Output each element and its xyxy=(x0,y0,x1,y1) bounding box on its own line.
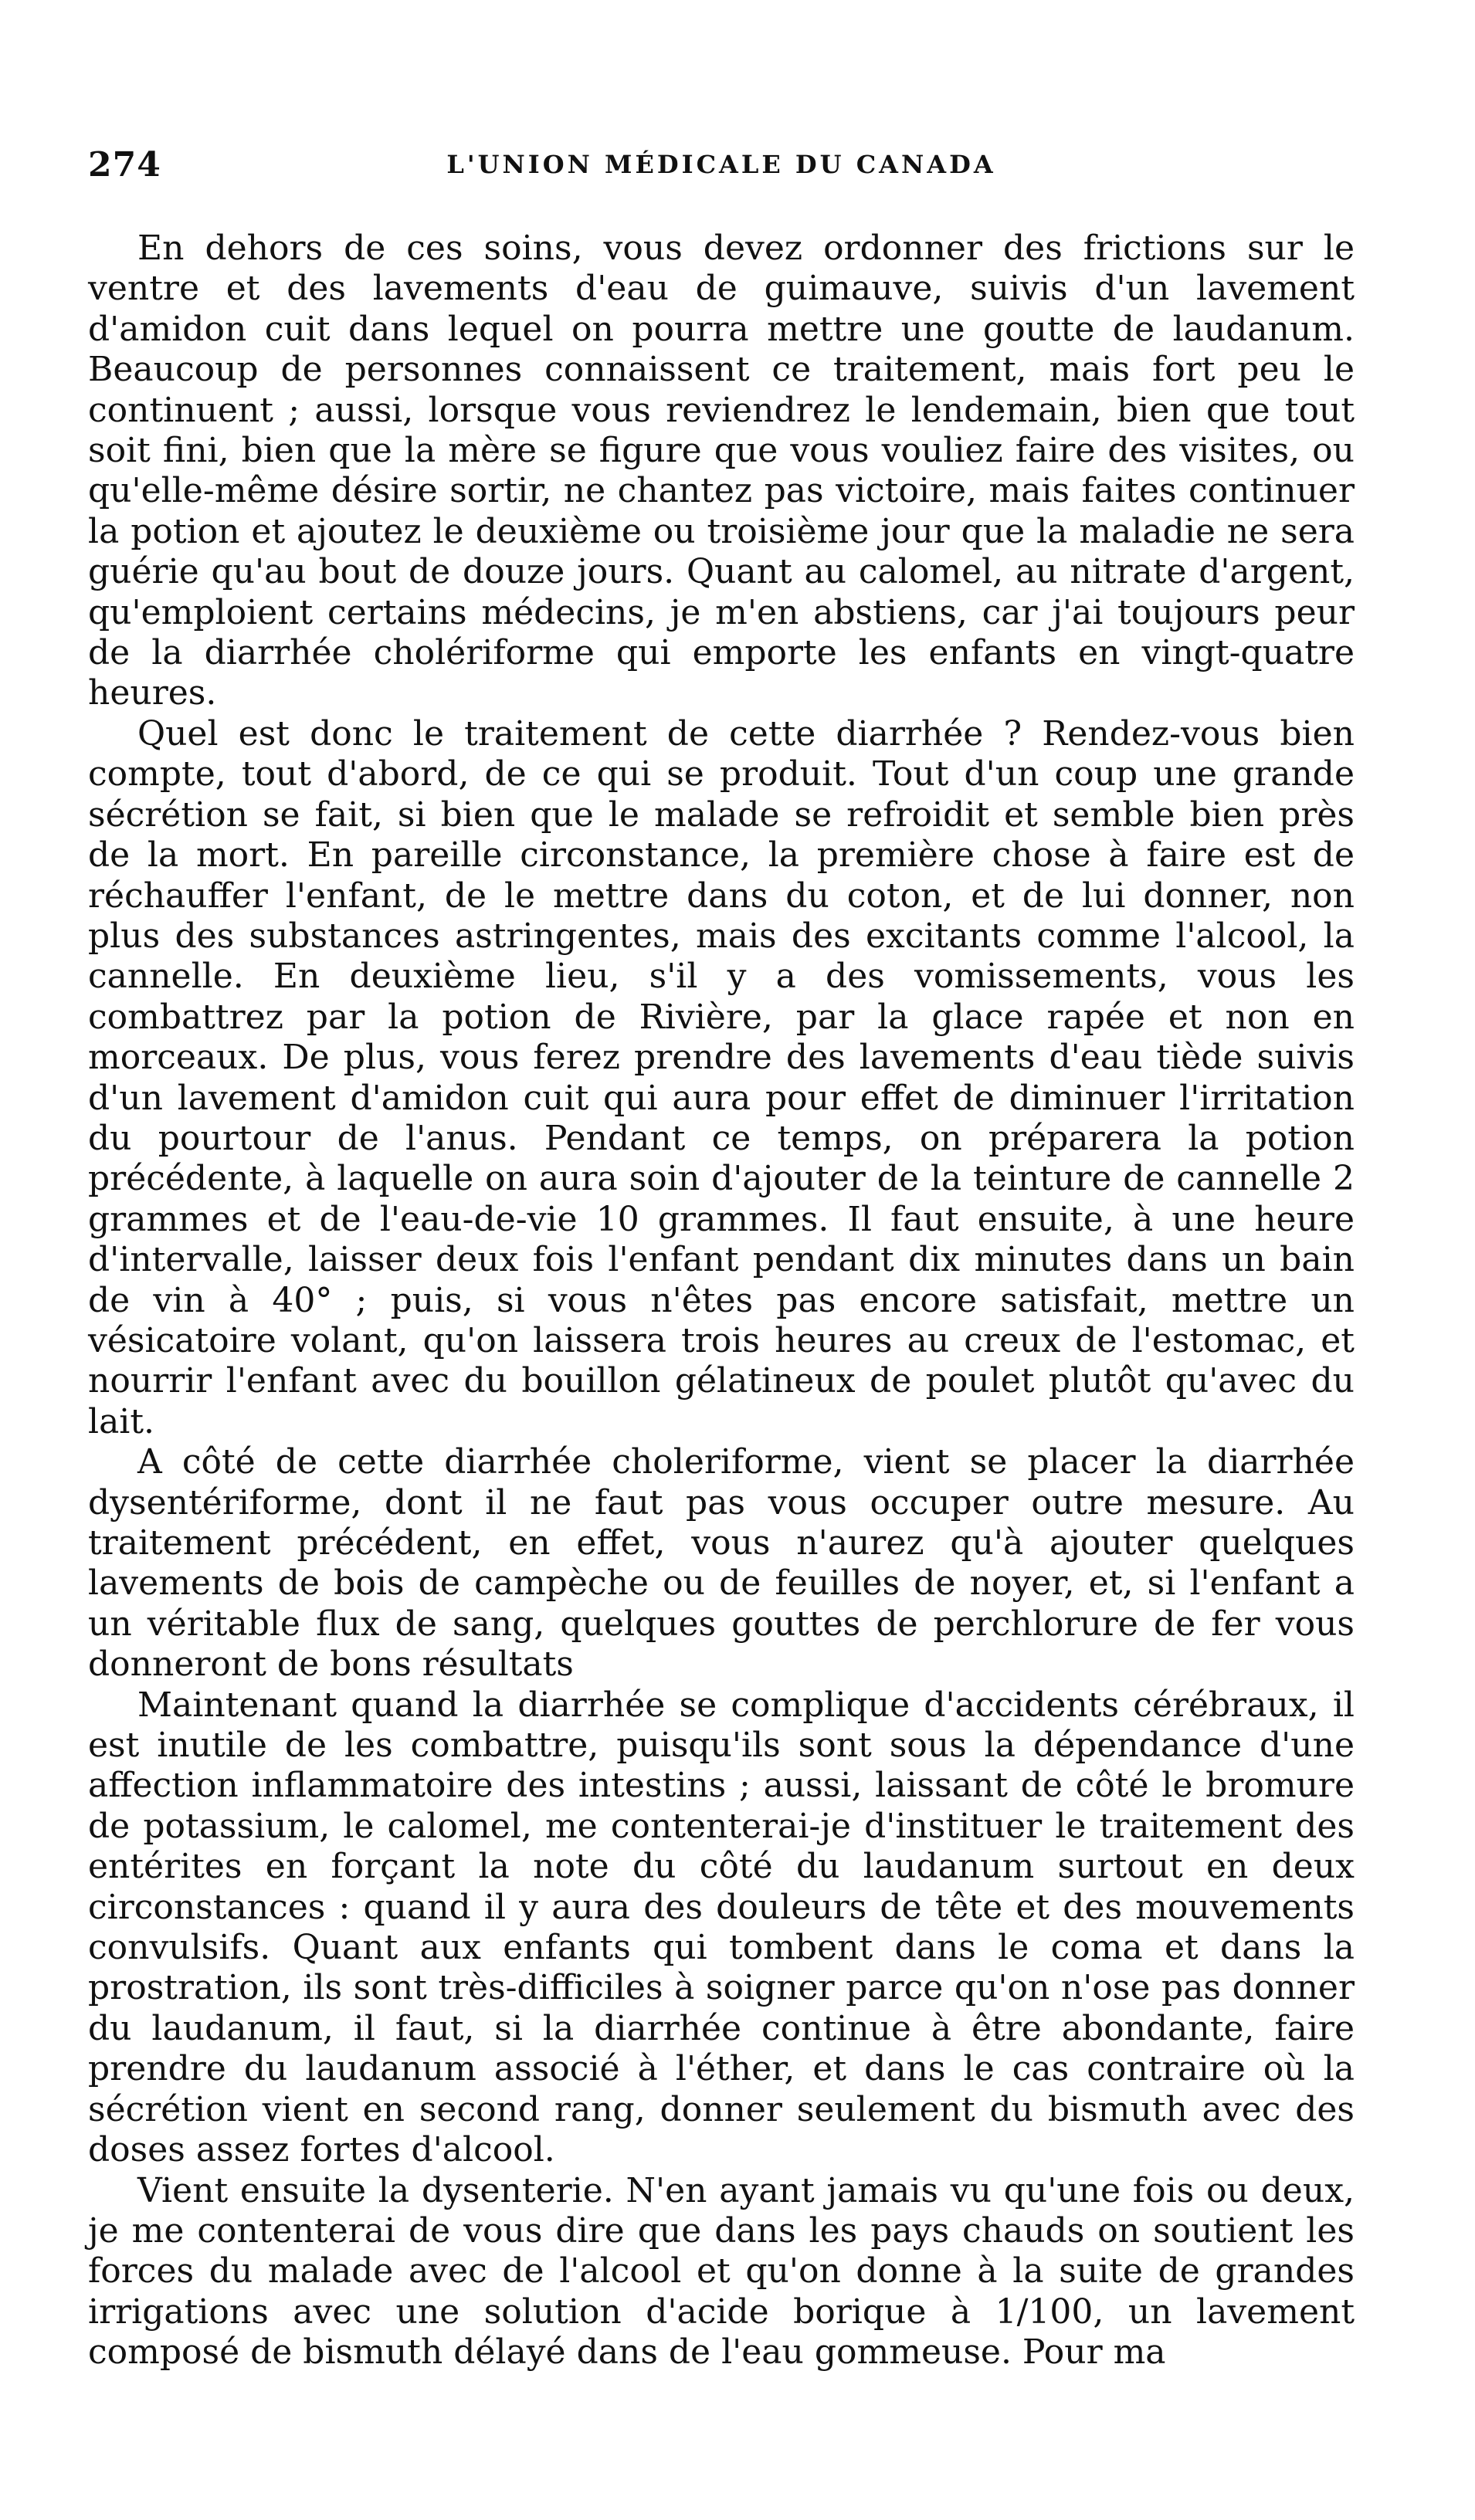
paragraph: En dehors de ces soins, vous devez ordonner des frictions sur le ventre et des lavements d'eau de guimauve, suivis d'un lavement d'amidon cuit dans lequel on pourra mettre une goutte de laudanum. Beaucoup de personnes connaissent ce traitement, mais fort peu le continuent ; aussi, lorsque vous reviendrez le lendemain, bien que tout soit fini, bien que la mère se figure que vous vouliez faire des visites, ou qu'elle-même désire sortir, ne chantez pas victoire, mais faites continuer la potion et ajoutez le deuxième ou troisième jour que la maladie ne sera guérie qu'au bout de douze jours. Quant au calomel, au nitrate d'argent, qu'emploient certains médecins, je m'en abstiens, car j'ai toujours peur de la diarrhée cholériforme qui emporte les enfants en vingt-quatre heures. xyxy=(88,229,1355,713)
article-body xyxy=(88,229,1355,2373)
paragraph: Vient ensuite la dysenterie. N'en ayant jamais vu qu'une fois ou deux, je me contenterai de vous dire que dans les pays chauds on soutient les forces du malade avec de l'alcool et qu'on donne à la suite de grandes irrigations avec une solution d'acide borique à 1/100, un lavement composé de bismuth délayé dans de l'eau gommeuse. Pour ma xyxy=(88,2170,1355,2373)
paragraph: Maintenant quand la diarrhée se complique d'accidents cérébraux, il est inutile de les combattre, puisqu'ils sont sous la dépendance d'une affection inflammatoire des intestins ; aussi, laissant de côté le bromure de potassium, le calomel, me contenterai-je d'instituer le traitement des entérites en forçant la note du côté du laudanum surtout en deux circonstances : quand il y aura des douleurs de tête et des mouvements convulsifs. Quant aux enfants qui tombent dans le coma et dans la prostration, ils sont très-difficiles à soigner parce qu'on n'ose pas donner du laudanum, il faut, si la diarrhée continue à être abondante, faire prendre du laudanum associé à l'éther, et dans le cas contraire où la sécrétion vient en second rang, donner seulement du bismuth avec des doses assez fortes d'alcool. xyxy=(88,1685,1355,2170)
running-title: L'UNION MÉDICALE DU CANADA xyxy=(446,150,996,179)
page-header xyxy=(88,145,1355,191)
paragraph: A côté de cette diarrhée choleriforme, vient se placer la diarrhée dysentériforme, dont il ne faut pas vous occuper outre mesure. Au traitement précédent, en effet, vous n'aurez qu'à ajouter quelques lavements de bois de campèche ou de feuilles de noyer, et, si l'enfant a un véritable flux de sang, quelques gouttes de perchlorure de fer vous donneront de bons résultats xyxy=(88,1442,1355,1685)
paragraph: Quel est donc le traitement de cette diarrhée ? Rendez-vous bien compte, tout d'abord, de ce qui se produit. Tout d'un coup une grande sécrétion se fait, si bien que le malade se refroidit et semble bien près de la mort. En pareille circonstance, la première chose à faire est de réchauffer l'enfant, de le mettre dans du coton, et de lui donner, non plus des substances astringentes, mais des excitants comme l'alcool, la cannelle. En deuxième lieu, s'il y a des vomissements, vous les combattrez par la potion de Rivière, par la glace rapée et non en morceaux. De plus, vous ferez prendre des lavements d'eau tiède suivis d'un lavement d'amidon cuit qui aura pour effet de diminuer l'irritation du pourtour de l'anus. Pendant ce temps, on préparera la potion précédente, à laquelle on aura soin d'ajouter de la teinture de cannelle 2 grammes et de l'eau-de-vie 10 grammes. Il faut ensuite, à une heure d'intervalle, laisser deux fois l'enfant pendant dix minutes dans un bain de vin à 40° ; puis, si vous n'êtes pas encore satisfait, mettre un vésicatoire volant, qu'on laissera trois heures au creux de l'estomac, et nourrir l'enfant avec du bouillon gélatineux de poulet plutôt qu'avec du lait. xyxy=(88,713,1355,1441)
page-number: 274 xyxy=(88,145,161,185)
